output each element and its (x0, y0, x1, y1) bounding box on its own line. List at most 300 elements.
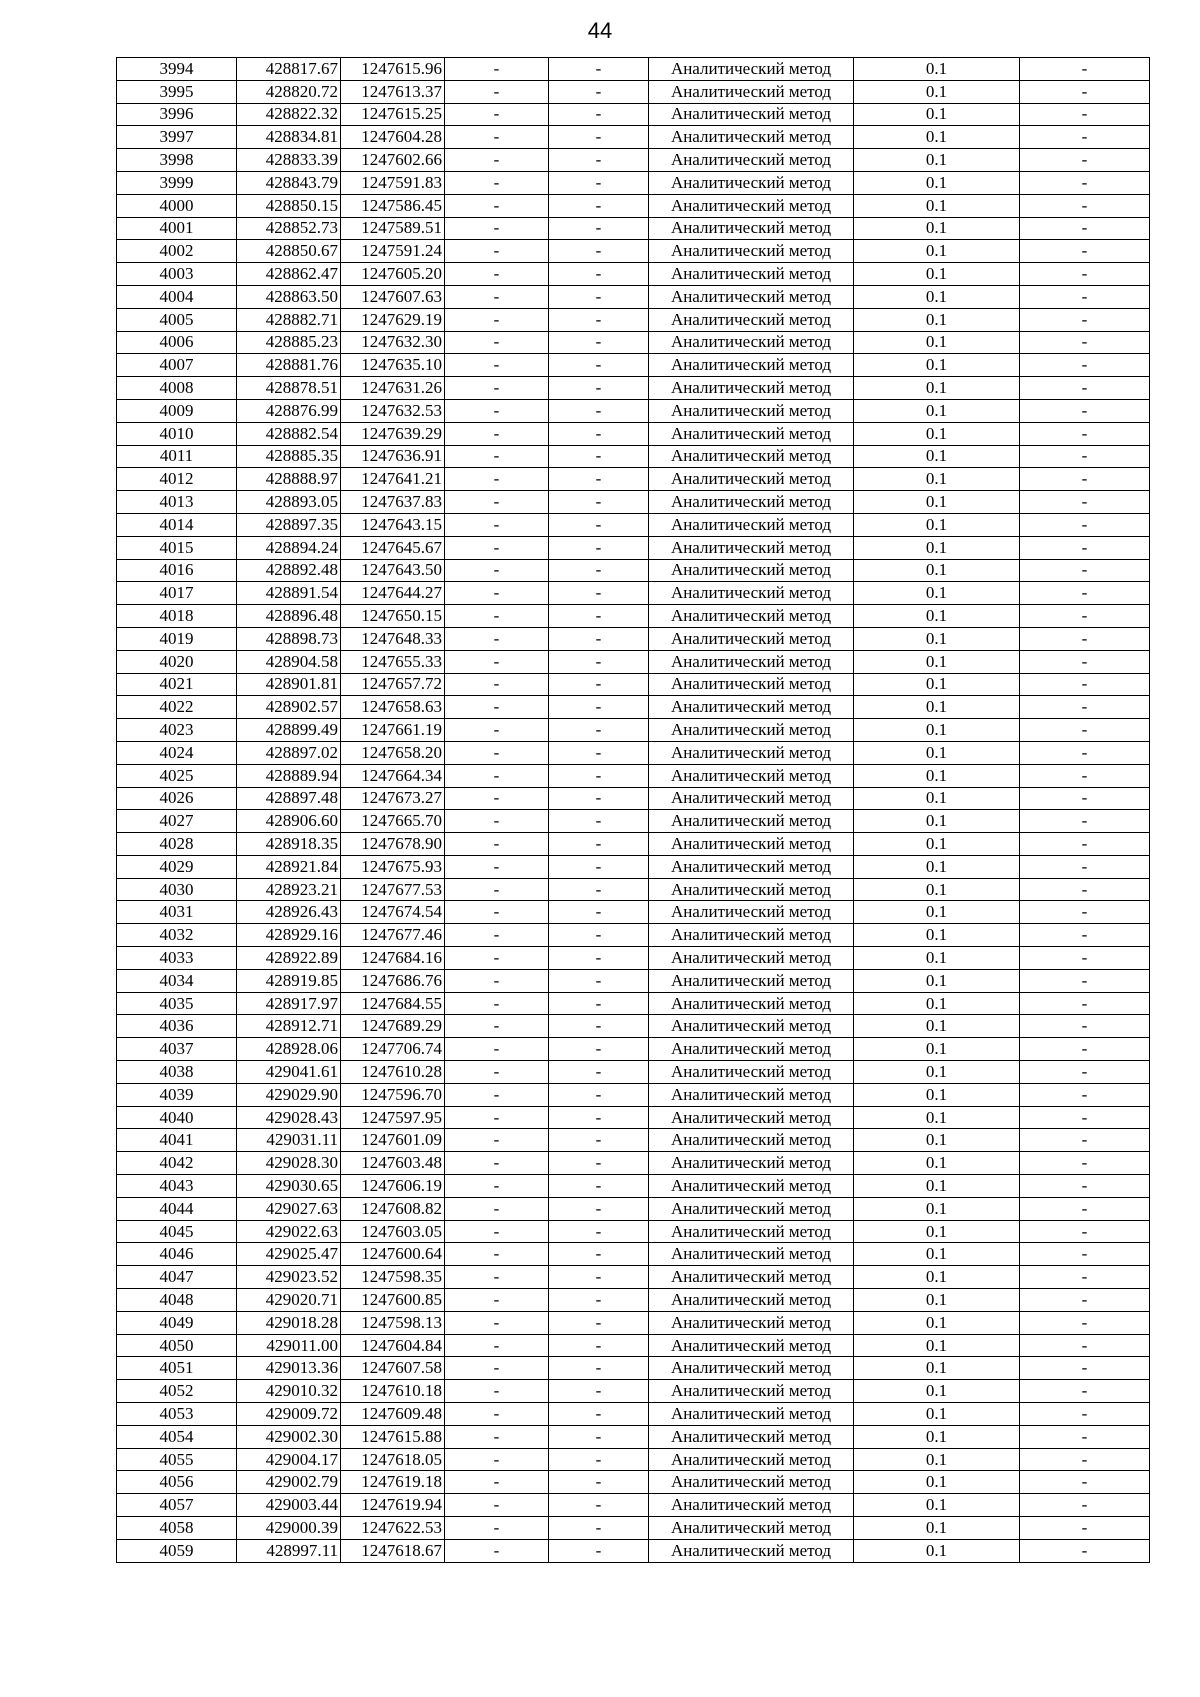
x-coordinate-cell: 428922.89 (237, 947, 341, 970)
precision-cell: 0.1 (854, 1539, 1020, 1562)
table-row (117, 673, 1150, 696)
dash-cell: - (1020, 605, 1150, 628)
method-cell: Аналитический метод (649, 80, 854, 103)
y-coordinate-cell: 1247643.15 (341, 513, 445, 536)
y-coordinate-cell: 1247677.46 (341, 924, 445, 947)
point-number-cell: 4031 (117, 901, 237, 924)
dash-cell: - (1020, 992, 1150, 1015)
table-row (117, 627, 1150, 650)
method-cell: Аналитический метод (649, 1015, 854, 1038)
precision-cell: 0.1 (854, 947, 1020, 970)
point-number-cell: 4008 (117, 377, 237, 400)
point-number-cell: 4002 (117, 240, 237, 263)
dash-cell: - (445, 377, 549, 400)
x-coordinate-cell: 428898.73 (237, 627, 341, 650)
method-cell: Аналитический метод (649, 1425, 854, 1448)
method-cell: Аналитический метод (649, 422, 854, 445)
dash-cell: - (549, 217, 649, 240)
table-row (117, 1471, 1150, 1494)
point-number-cell: 4001 (117, 217, 237, 240)
y-coordinate-cell: 1247597.95 (341, 1106, 445, 1129)
x-coordinate-cell: 429020.71 (237, 1289, 341, 1312)
method-cell: Аналитический метод (649, 992, 854, 1015)
dash-cell: - (1020, 491, 1150, 514)
dash-cell: - (549, 1471, 649, 1494)
dash-cell: - (445, 1175, 549, 1198)
dash-cell: - (549, 80, 649, 103)
y-coordinate-cell: 1247603.48 (341, 1152, 445, 1175)
precision-cell: 0.1 (854, 331, 1020, 354)
dash-cell: - (1020, 331, 1150, 354)
dash-cell: - (549, 285, 649, 308)
dash-cell: - (445, 1494, 549, 1517)
method-cell: Аналитический метод (649, 1152, 854, 1175)
y-coordinate-cell: 1247619.18 (341, 1471, 445, 1494)
point-number-cell: 3998 (117, 149, 237, 172)
dash-cell: - (549, 513, 649, 536)
dash-cell: - (549, 741, 649, 764)
table-row (117, 1129, 1150, 1152)
method-cell: Аналитический метод (649, 650, 854, 673)
point-number-cell: 4009 (117, 399, 237, 422)
table-row (117, 559, 1150, 582)
dash-cell: - (445, 536, 549, 559)
x-coordinate-cell: 428892.48 (237, 559, 341, 582)
point-number-cell: 4005 (117, 308, 237, 331)
precision-cell: 0.1 (854, 627, 1020, 650)
point-number-cell: 4051 (117, 1357, 237, 1380)
precision-cell: 0.1 (854, 1083, 1020, 1106)
point-number-cell: 4055 (117, 1448, 237, 1471)
method-cell: Аналитический метод (649, 901, 854, 924)
table-row (117, 969, 1150, 992)
method-cell: Аналитический метод (649, 810, 854, 833)
dash-cell: - (1020, 1106, 1150, 1129)
method-cell: Аналитический метод (649, 1380, 854, 1403)
x-coordinate-cell: 428850.67 (237, 240, 341, 263)
point-number-cell: 4013 (117, 491, 237, 514)
dash-cell: - (549, 1311, 649, 1334)
point-number-cell: 4000 (117, 194, 237, 217)
dash-cell: - (1020, 1448, 1150, 1471)
coordinates-table (116, 57, 1150, 1563)
table-row (117, 741, 1150, 764)
x-coordinate-cell: 428863.50 (237, 285, 341, 308)
table-row (117, 1403, 1150, 1426)
table-row (117, 1311, 1150, 1334)
table-row (117, 855, 1150, 878)
precision-cell: 0.1 (854, 240, 1020, 263)
dash-cell: - (1020, 764, 1150, 787)
dash-cell: - (1020, 1197, 1150, 1220)
dash-cell: - (445, 468, 549, 491)
dash-cell: - (445, 399, 549, 422)
table-body (117, 58, 1150, 1563)
point-number-cell: 4019 (117, 627, 237, 650)
point-number-cell: 4050 (117, 1334, 237, 1357)
dash-cell: - (549, 422, 649, 445)
x-coordinate-cell: 428897.02 (237, 741, 341, 764)
dash-cell: - (445, 1152, 549, 1175)
dash-cell: - (1020, 1289, 1150, 1312)
method-cell: Аналитический метод (649, 149, 854, 172)
table-row (117, 399, 1150, 422)
precision-cell: 0.1 (854, 1220, 1020, 1243)
table-row (117, 1425, 1150, 1448)
precision-cell: 0.1 (854, 650, 1020, 673)
y-coordinate-cell: 1247610.28 (341, 1061, 445, 1084)
dash-cell: - (549, 673, 649, 696)
dash-cell: - (445, 171, 549, 194)
dash-cell: - (549, 1334, 649, 1357)
dash-cell: - (445, 1334, 549, 1357)
table-row (117, 901, 1150, 924)
precision-cell: 0.1 (854, 1425, 1020, 1448)
point-number-cell: 4056 (117, 1471, 237, 1494)
table-row (117, 536, 1150, 559)
y-coordinate-cell: 1247689.29 (341, 1015, 445, 1038)
precision-cell: 0.1 (854, 855, 1020, 878)
dash-cell: - (445, 1220, 549, 1243)
method-cell: Аналитический метод (649, 1038, 854, 1061)
x-coordinate-cell: 428919.85 (237, 969, 341, 992)
dash-cell: - (1020, 855, 1150, 878)
dash-cell: - (1020, 1266, 1150, 1289)
y-coordinate-cell: 1247684.16 (341, 947, 445, 970)
y-coordinate-cell: 1247648.33 (341, 627, 445, 650)
dash-cell: - (445, 1403, 549, 1426)
table-row (117, 719, 1150, 742)
table-row (117, 696, 1150, 719)
y-coordinate-cell: 1247639.29 (341, 422, 445, 445)
x-coordinate-cell: 428885.35 (237, 445, 341, 468)
point-number-cell: 4053 (117, 1403, 237, 1426)
precision-cell: 0.1 (854, 1334, 1020, 1357)
method-cell: Аналитический метод (649, 468, 854, 491)
precision-cell: 0.1 (854, 1129, 1020, 1152)
y-coordinate-cell: 1247606.19 (341, 1175, 445, 1198)
dash-cell: - (549, 1106, 649, 1129)
dash-cell: - (1020, 810, 1150, 833)
method-cell: Аналитический метод (649, 878, 854, 901)
x-coordinate-cell: 428852.73 (237, 217, 341, 240)
method-cell: Аналитический метод (649, 331, 854, 354)
dash-cell: - (445, 719, 549, 742)
y-coordinate-cell: 1247615.25 (341, 103, 445, 126)
point-number-cell: 4037 (117, 1038, 237, 1061)
precision-cell: 0.1 (854, 491, 1020, 514)
dash-cell: - (549, 399, 649, 422)
x-coordinate-cell: 429029.90 (237, 1083, 341, 1106)
point-number-cell: 4023 (117, 719, 237, 742)
x-coordinate-cell: 428888.97 (237, 468, 341, 491)
table-row (117, 126, 1150, 149)
dash-cell: - (549, 924, 649, 947)
point-number-cell: 4018 (117, 605, 237, 628)
method-cell: Аналитический метод (649, 1061, 854, 1084)
dash-cell: - (549, 559, 649, 582)
x-coordinate-cell: 428917.97 (237, 992, 341, 1015)
point-number-cell: 4026 (117, 787, 237, 810)
dash-cell: - (549, 1220, 649, 1243)
precision-cell: 0.1 (854, 992, 1020, 1015)
y-coordinate-cell: 1247655.33 (341, 650, 445, 673)
method-cell: Аналитический метод (649, 171, 854, 194)
dash-cell: - (445, 605, 549, 628)
dash-cell: - (549, 1425, 649, 1448)
y-coordinate-cell: 1247645.67 (341, 536, 445, 559)
x-coordinate-cell: 428918.35 (237, 833, 341, 856)
method-cell: Аналитический метод (649, 194, 854, 217)
table-row (117, 650, 1150, 673)
x-coordinate-cell: 429027.63 (237, 1197, 341, 1220)
y-coordinate-cell: 1247598.35 (341, 1266, 445, 1289)
y-coordinate-cell: 1247635.10 (341, 354, 445, 377)
method-cell: Аналитический метод (649, 1106, 854, 1129)
dash-cell: - (549, 308, 649, 331)
precision-cell: 0.1 (854, 741, 1020, 764)
x-coordinate-cell: 429023.52 (237, 1266, 341, 1289)
dash-cell: - (549, 1448, 649, 1471)
precision-cell: 0.1 (854, 1311, 1020, 1334)
table-row (117, 263, 1150, 286)
precision-cell: 0.1 (854, 536, 1020, 559)
dash-cell: - (445, 696, 549, 719)
x-coordinate-cell: 428893.05 (237, 491, 341, 514)
x-coordinate-cell: 428882.54 (237, 422, 341, 445)
precision-cell: 0.1 (854, 878, 1020, 901)
precision-cell: 0.1 (854, 605, 1020, 628)
dash-cell: - (1020, 285, 1150, 308)
method-cell: Аналитический метод (649, 969, 854, 992)
dash-cell: - (1020, 263, 1150, 286)
dash-cell: - (549, 605, 649, 628)
point-number-cell: 4003 (117, 263, 237, 286)
x-coordinate-cell: 428882.71 (237, 308, 341, 331)
method-cell: Аналитический метод (649, 1243, 854, 1266)
precision-cell: 0.1 (854, 1243, 1020, 1266)
dash-cell: - (549, 126, 649, 149)
x-coordinate-cell: 428902.57 (237, 696, 341, 719)
y-coordinate-cell: 1247677.53 (341, 878, 445, 901)
y-coordinate-cell: 1247619.94 (341, 1494, 445, 1517)
y-coordinate-cell: 1247678.90 (341, 833, 445, 856)
precision-cell: 0.1 (854, 901, 1020, 924)
dash-cell: - (1020, 217, 1150, 240)
x-coordinate-cell: 429022.63 (237, 1220, 341, 1243)
table-row (117, 58, 1150, 81)
precision-cell: 0.1 (854, 513, 1020, 536)
dash-cell: - (445, 308, 549, 331)
precision-cell: 0.1 (854, 696, 1020, 719)
y-coordinate-cell: 1247596.70 (341, 1083, 445, 1106)
y-coordinate-cell: 1247664.34 (341, 764, 445, 787)
precision-cell: 0.1 (854, 149, 1020, 172)
method-cell: Аналитический метод (649, 605, 854, 628)
y-coordinate-cell: 1247602.66 (341, 149, 445, 172)
precision-cell: 0.1 (854, 1175, 1020, 1198)
table-row (117, 924, 1150, 947)
method-cell: Аналитический метод (649, 377, 854, 400)
y-coordinate-cell: 1247658.20 (341, 741, 445, 764)
precision-cell: 0.1 (854, 171, 1020, 194)
precision-cell: 0.1 (854, 1448, 1020, 1471)
dash-cell: - (1020, 240, 1150, 263)
dash-cell: - (445, 1517, 549, 1540)
point-number-cell: 4025 (117, 764, 237, 787)
dash-cell: - (445, 1357, 549, 1380)
point-number-cell: 4017 (117, 582, 237, 605)
precision-cell: 0.1 (854, 559, 1020, 582)
dash-cell: - (1020, 1380, 1150, 1403)
dash-cell: - (1020, 377, 1150, 400)
method-cell: Аналитический метод (649, 719, 854, 742)
precision-cell: 0.1 (854, 1403, 1020, 1426)
dash-cell: - (445, 445, 549, 468)
dash-cell: - (445, 1289, 549, 1312)
x-coordinate-cell: 429010.32 (237, 1380, 341, 1403)
dash-cell: - (1020, 1038, 1150, 1061)
y-coordinate-cell: 1247591.83 (341, 171, 445, 194)
y-coordinate-cell: 1247589.51 (341, 217, 445, 240)
y-coordinate-cell: 1247673.27 (341, 787, 445, 810)
dash-cell: - (445, 901, 549, 924)
precision-cell: 0.1 (854, 308, 1020, 331)
dash-cell: - (549, 582, 649, 605)
dash-cell: - (1020, 1334, 1150, 1357)
dash-cell: - (445, 58, 549, 81)
dash-cell: - (549, 696, 649, 719)
method-cell: Аналитический метод (649, 582, 854, 605)
dash-cell: - (549, 650, 649, 673)
x-coordinate-cell: 428878.51 (237, 377, 341, 400)
dash-cell: - (549, 1539, 649, 1562)
precision-cell: 0.1 (854, 468, 1020, 491)
x-coordinate-cell: 429041.61 (237, 1061, 341, 1084)
dash-cell: - (549, 491, 649, 514)
dash-cell: - (1020, 673, 1150, 696)
dash-cell: - (549, 103, 649, 126)
y-coordinate-cell: 1247643.50 (341, 559, 445, 582)
point-number-cell: 4004 (117, 285, 237, 308)
x-coordinate-cell: 429000.39 (237, 1517, 341, 1540)
table-row (117, 1357, 1150, 1380)
precision-cell: 0.1 (854, 1494, 1020, 1517)
dash-cell: - (1020, 696, 1150, 719)
dash-cell: - (445, 354, 549, 377)
dash-cell: - (445, 1471, 549, 1494)
x-coordinate-cell: 428923.21 (237, 878, 341, 901)
dash-cell: - (549, 1129, 649, 1152)
x-coordinate-cell: 429031.11 (237, 1129, 341, 1152)
dash-cell: - (549, 1152, 649, 1175)
table-row (117, 445, 1150, 468)
point-number-cell: 4044 (117, 1197, 237, 1220)
precision-cell: 0.1 (854, 377, 1020, 400)
x-coordinate-cell: 429011.00 (237, 1334, 341, 1357)
precision-cell: 0.1 (854, 1357, 1020, 1380)
point-number-cell: 4011 (117, 445, 237, 468)
dash-cell: - (445, 650, 549, 673)
dash-cell: - (445, 924, 549, 947)
x-coordinate-cell: 428899.49 (237, 719, 341, 742)
point-number-cell: 4007 (117, 354, 237, 377)
dash-cell: - (445, 741, 549, 764)
y-coordinate-cell: 1247610.18 (341, 1380, 445, 1403)
y-coordinate-cell: 1247644.27 (341, 582, 445, 605)
dash-cell: - (549, 1038, 649, 1061)
precision-cell: 0.1 (854, 445, 1020, 468)
point-number-cell: 4029 (117, 855, 237, 878)
y-coordinate-cell: 1247604.28 (341, 126, 445, 149)
method-cell: Аналитический метод (649, 1175, 854, 1198)
precision-cell: 0.1 (854, 1015, 1020, 1038)
y-coordinate-cell: 1247658.63 (341, 696, 445, 719)
point-number-cell: 3996 (117, 103, 237, 126)
dash-cell: - (1020, 1471, 1150, 1494)
table-row (117, 1175, 1150, 1198)
point-number-cell: 4038 (117, 1061, 237, 1084)
point-number-cell: 4046 (117, 1243, 237, 1266)
dash-cell: - (549, 240, 649, 263)
dash-cell: - (549, 1266, 649, 1289)
dash-cell: - (549, 1289, 649, 1312)
method-cell: Аналитический метод (649, 103, 854, 126)
dash-cell: - (549, 354, 649, 377)
dash-cell: - (549, 1357, 649, 1380)
dash-cell: - (445, 947, 549, 970)
precision-cell: 0.1 (854, 582, 1020, 605)
x-coordinate-cell: 429004.17 (237, 1448, 341, 1471)
point-number-cell: 4027 (117, 810, 237, 833)
x-coordinate-cell: 428904.58 (237, 650, 341, 673)
method-cell: Аналитический метод (649, 673, 854, 696)
dash-cell: - (549, 263, 649, 286)
y-coordinate-cell: 1247586.45 (341, 194, 445, 217)
method-cell: Аналитический метод (649, 1266, 854, 1289)
dash-cell: - (1020, 719, 1150, 742)
table-row (117, 947, 1150, 970)
point-number-cell: 4033 (117, 947, 237, 970)
precision-cell: 0.1 (854, 764, 1020, 787)
dash-cell: - (445, 491, 549, 514)
dash-cell: - (1020, 878, 1150, 901)
dash-cell: - (1020, 1152, 1150, 1175)
y-coordinate-cell: 1247607.63 (341, 285, 445, 308)
dash-cell: - (1020, 924, 1150, 947)
precision-cell: 0.1 (854, 194, 1020, 217)
point-number-cell: 4028 (117, 833, 237, 856)
dash-cell: - (1020, 1061, 1150, 1084)
dash-cell: - (549, 992, 649, 1015)
dash-cell: - (1020, 582, 1150, 605)
method-cell: Аналитический метод (649, 1357, 854, 1380)
table-row (117, 377, 1150, 400)
x-coordinate-cell: 428897.48 (237, 787, 341, 810)
point-number-cell: 3994 (117, 58, 237, 81)
y-coordinate-cell: 1247636.91 (341, 445, 445, 468)
dash-cell: - (445, 810, 549, 833)
dash-cell: - (445, 627, 549, 650)
dash-cell: - (1020, 80, 1150, 103)
x-coordinate-cell: 428843.79 (237, 171, 341, 194)
point-number-cell: 4043 (117, 1175, 237, 1198)
point-number-cell: 4057 (117, 1494, 237, 1517)
dash-cell: - (445, 1539, 549, 1562)
dash-cell: - (1020, 901, 1150, 924)
dash-cell: - (445, 1243, 549, 1266)
table-row (117, 764, 1150, 787)
